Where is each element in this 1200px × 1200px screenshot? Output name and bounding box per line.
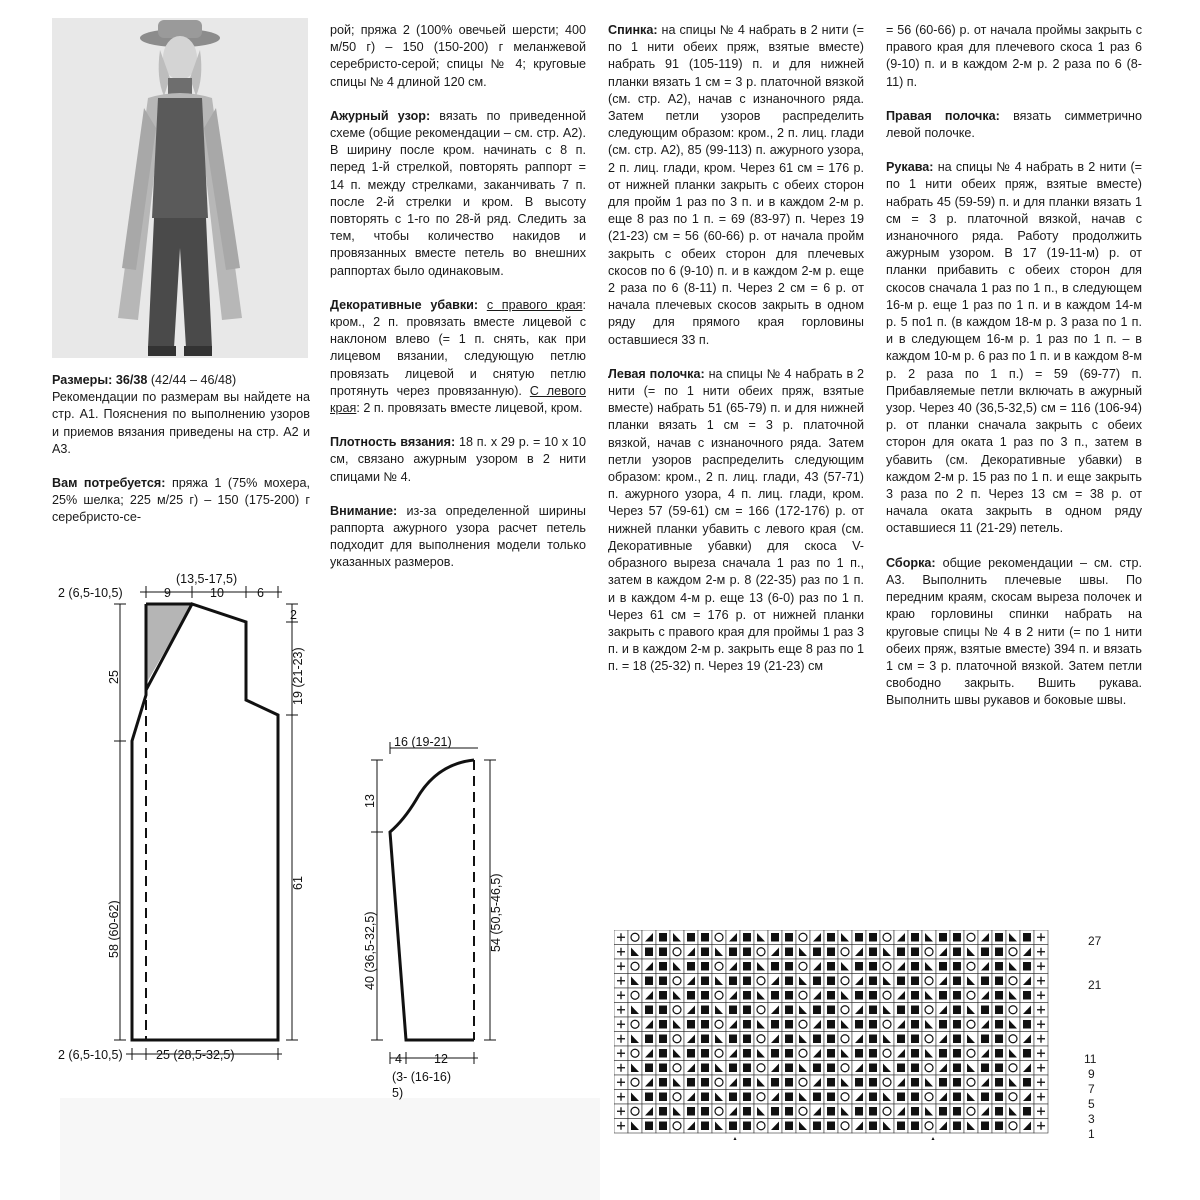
row-label-11: 11 [1084,1052,1097,1066]
assembly-paragraph [886,555,1142,710]
need-body: пряжа 1 (75% мохера, 25% шелка; 225 м/25 г) – 150 (175-200) г серебристо-се- [52,476,311,525]
column-1 [52,372,310,544]
assembly-label: Сборка: [886,555,936,570]
sizes-body: Рекомендации по размерам вы найдете на стр. А1. Пояснения по выполнению узоров и приемов вязания приведены на стр. А2 и А3. [52,390,310,456]
body-right-19-label: 19 (21-23) [291,647,305,705]
decrease-left: С левого края [330,383,586,416]
gauge-body: 18 п. х 29 р. = 10 х 10 см, связано ажурным узором в 2 нити спицами № 4. [330,435,586,484]
body-left-58-label: 58 (60-62) [107,900,121,958]
attention-paragraph [330,503,586,572]
model-photo [52,18,308,358]
body-right-61-label: 61 [291,876,305,890]
model-illustration [52,18,308,358]
gauge-paragraph [330,434,586,486]
shoulder-continued: = 56 (60-66) р. от начала проймы закрыть с правого края для плечевого скоса 1 раз 6 (9-10) п. и в каждом 2-м р. 2 раза по 6 (8-11) п. [886,23,1142,89]
body-top-mid-label: (13,5-17,5) [176,572,238,586]
left-front-body: на спицы № 4 набрать в 2 нити (= по 1 нити обеих пряж, взятые вместе) набрать 51 (65-79) п. и для нижней планки вязать 1 см = 3 р. платочной вязкой, начав с изнаночного ряда. Затем петли узоров распределить следующим образом: кром., 2 п. лиц. глади, 43 (57-71) п. ажурного узора, 4 п. лиц. глади, кром. Через 57 (59-61) см = 166 (172-176) р. от нижней планки убавить с левого края (см. Декоративные убавки) для скоса V-образного выреза сначала 1 раз по 1 п., затем в каждом 2-м р. 8 (22-35) раз по 1 п. и в каждом 4-м р. еще 13 (6-0) раз по 1 п. Через 61 см = 176 р. от нижней планки закрыть с правого края для проймы 1 раз 3 п. и в каждом 2-м р. закрыть еще 8 раз по 1 п. = 18 (25-32) п. Через 19 (21-23) см [608,366,865,674]
sleeves-paragraph [886,159,1142,537]
decrease-body-1: : кром., 2 п. провязать вместе лицевой с наклоном влево (= 1 п. снять, как при лицевом вязании, следующую петлю провязать лицевой и снятую петлю протянуть через провязанную). [330,297,586,398]
body-bottom-left-label: 2 (6,5-10,5) [58,1048,123,1062]
column-2 [330,22,586,589]
need-paragraph [52,475,310,527]
body-top-6-label: 6 [257,586,264,600]
row-label-7: 7 [1088,1082,1095,1096]
lace-label: Ажурный узор: [330,108,431,123]
body-right-2-label: 2 [290,608,297,622]
body-left-25-label: 25 [107,670,121,684]
bottom-background [60,1098,600,1200]
right-front-body: вязать симметрично левой полочке. [886,108,1143,141]
column-4 [886,22,1142,727]
sleeve-bottom-sub1-label: (3- (16-16) [392,1070,452,1084]
sizes-main: 36/38 [115,373,148,387]
lace-paragraph [330,108,586,280]
sleeves-body: на спицы № 4 набрать в 2 нити (= по 1 нити обеих пряж, взятые вместе) набрать 45 (59-59) п. и для планки вязать 1 см = 3 р. платочной вязкой, начав с изнаночного ряда. Работу продолжить ажурным узором. В 17 (19-11-м) р. от планки прибавить с обеих сторон для скосов сначала 1 раз по 1 п., в следующем 16-м р. еще 1 раз по 1 п. и в каждом 14-м р. 5 по1 п. (в каждом 18-м р. 3 раза по 1 п. и в следующем 16-м р. 1 раз по 1 п. – в каждом 10-м р. 6 раз по 1 п. и в каждом 8-м р. 2 раза по 1 п.) = 59 (69-77) п. Прибавляемые петли включать в ажурный узор. Через 40 (36,5-32,5) см = 116 (106-94) р. от планки сначала закрыть с обеих сторон для оката 1 раз по 3 п., затем в убавить (см. Декоративные убавки) в каждом 2-м р. 15 раз по 1 п. и еще закрыть 3 раза по 2 п. Через 13 см = 38 р. от начала оката закрыть в одном ряду оставшиеся 11 (21-29) петель. [886,160,1142,536]
sleeves-label: Рукава: [886,160,934,175]
back-label: Спинка: [608,23,658,37]
attention-label: Внимание: [330,503,398,518]
body-top-left-label: 2 (6,5-10,5) [58,586,123,600]
sleeve-top-label: 16 (19-21) [394,735,452,749]
neckline-shading [146,604,192,684]
attention-body: из-за определенной ширины раппорта ажурного узора расчет петель подходит для выполнения модели только указанных размеров. [330,503,586,570]
back-paragraph [608,22,864,349]
column-3 [608,22,864,693]
sleeve-bottom-12-label: 12 [434,1052,448,1066]
body-top-10-label: 10 [210,586,224,600]
lace-pattern-chart [614,930,1068,1140]
sleeve-left-13-label: 13 [363,794,377,808]
back-body: на спицы № 4 набрать в 2 нити (= по 1 нити обеих пряж, взятые вместе) набрать 91 (105-119) п. и для нижней планки вязать 1 см = 3 р. платочной вязкой (см. стр. А2), начав с изнаночного ряда. Затем петли узоров распределить следующим образом: кром., 2 п. лиц. глади (см. стр. А2), 85 (99-113) п. ажурного узора, 2 п. лиц. глади, кром. Через 61 см = 176 р. от нижней планки закрыть с обеих сторон для пройм 1 раз по 3 п. и в каждом 2-м р. еще 8 раз по 1 п. = 69 (83-97) п. Через 19 (21-23) см = 56 (60-66) р. от начала пройм закрыть с обеих сторон для плечевых скосов по 6 (9-10) п. и в каждом 2-м р. еще 2 раза по 6 (8-11) п. Через 2 см = 6 р. от начала плечевых скосов закрыть в одном ряду для прямого края горловины оставшиеся 33 п. [608,23,864,347]
sizes-rest: (42/44 – 46/48) [150,373,237,387]
row-label-1: 1 [1088,1127,1095,1141]
body-bottom-25-label: 25 (28,5-32,5) [156,1048,235,1062]
decrease-label: Декоративные убавки: [330,297,479,312]
sizes-label: Размеры: [52,373,113,387]
decrease-right: с правого края [486,297,583,312]
row-label-27: 27 [1088,934,1102,948]
sizes-paragraph [52,372,310,458]
yarn-continued: рой; пряжа 2 (100% овечьей шерсти; 400 м/50 г) – 150 (150-200) г меланжевой серебристо-серой; спицы № 4; круговые спицы № 4 длиной 120 см. [330,23,586,89]
decrease-paragraph [330,297,586,417]
lace-body: вязать по приведенной схеме (общие рекомендации – см. стр. А2). В ширину после кром. начинать с 8 п. перед 1-й стрелкой, повторять раппорт = 14 п. между стрелками, заканчивать 7 п. после 2-й стрелки и кром. В высоту повторять с 1-го по 28-й ряд. Следить за тем, чтобы количество накидов и провязанных вместе петель во внешних раппортах было одинаковым. [330,108,586,278]
sleeve-outline [390,760,474,1040]
left-front-label: Левая полочка: [608,366,705,381]
need-label: Вам потребуется: [52,476,166,491]
body-top-9-label: 9 [164,586,171,600]
body-outline [132,604,278,1040]
gauge-label: Плотность вязания: [330,435,456,450]
sleeve-left-40-label: 40 (36,5-32,5) [363,911,377,990]
row-label-3: 3 [1088,1112,1095,1126]
row-label-9: 9 [1088,1067,1095,1081]
decrease-body-2: : 2 п. провязать вместе лицевой, кром. [356,401,583,416]
sleeve-bottom-4-label: 4 [395,1052,402,1066]
row-label-21: 21 [1088,978,1102,992]
sleeve-bottom-sub2-label: 5) [392,1086,404,1100]
right-front-paragraph [886,108,1142,142]
sleeve-right-54-label: 54 (50,5-46,5) [489,873,503,952]
assembly-body: общие рекомендации – см. стр. А3. Выполнить плечевые швы. По передним краям, скосам выреза полочек и краю горловины спинки набрать на круговые спицы № 4 в 2 нити (= по 1 нити обеих пряж, взятые вместе) 394 п. и вязать 1 см = 3 р. платочной вязкой. Затем петли свободно закрыть. Вшить рукава. Выполнить швы рукавов и боковые швы. [886,555,1142,708]
left-front-paragraph [608,366,864,676]
right-front-label: Правая полочка: [886,108,1000,123]
row-label-5: 5 [1088,1097,1095,1111]
